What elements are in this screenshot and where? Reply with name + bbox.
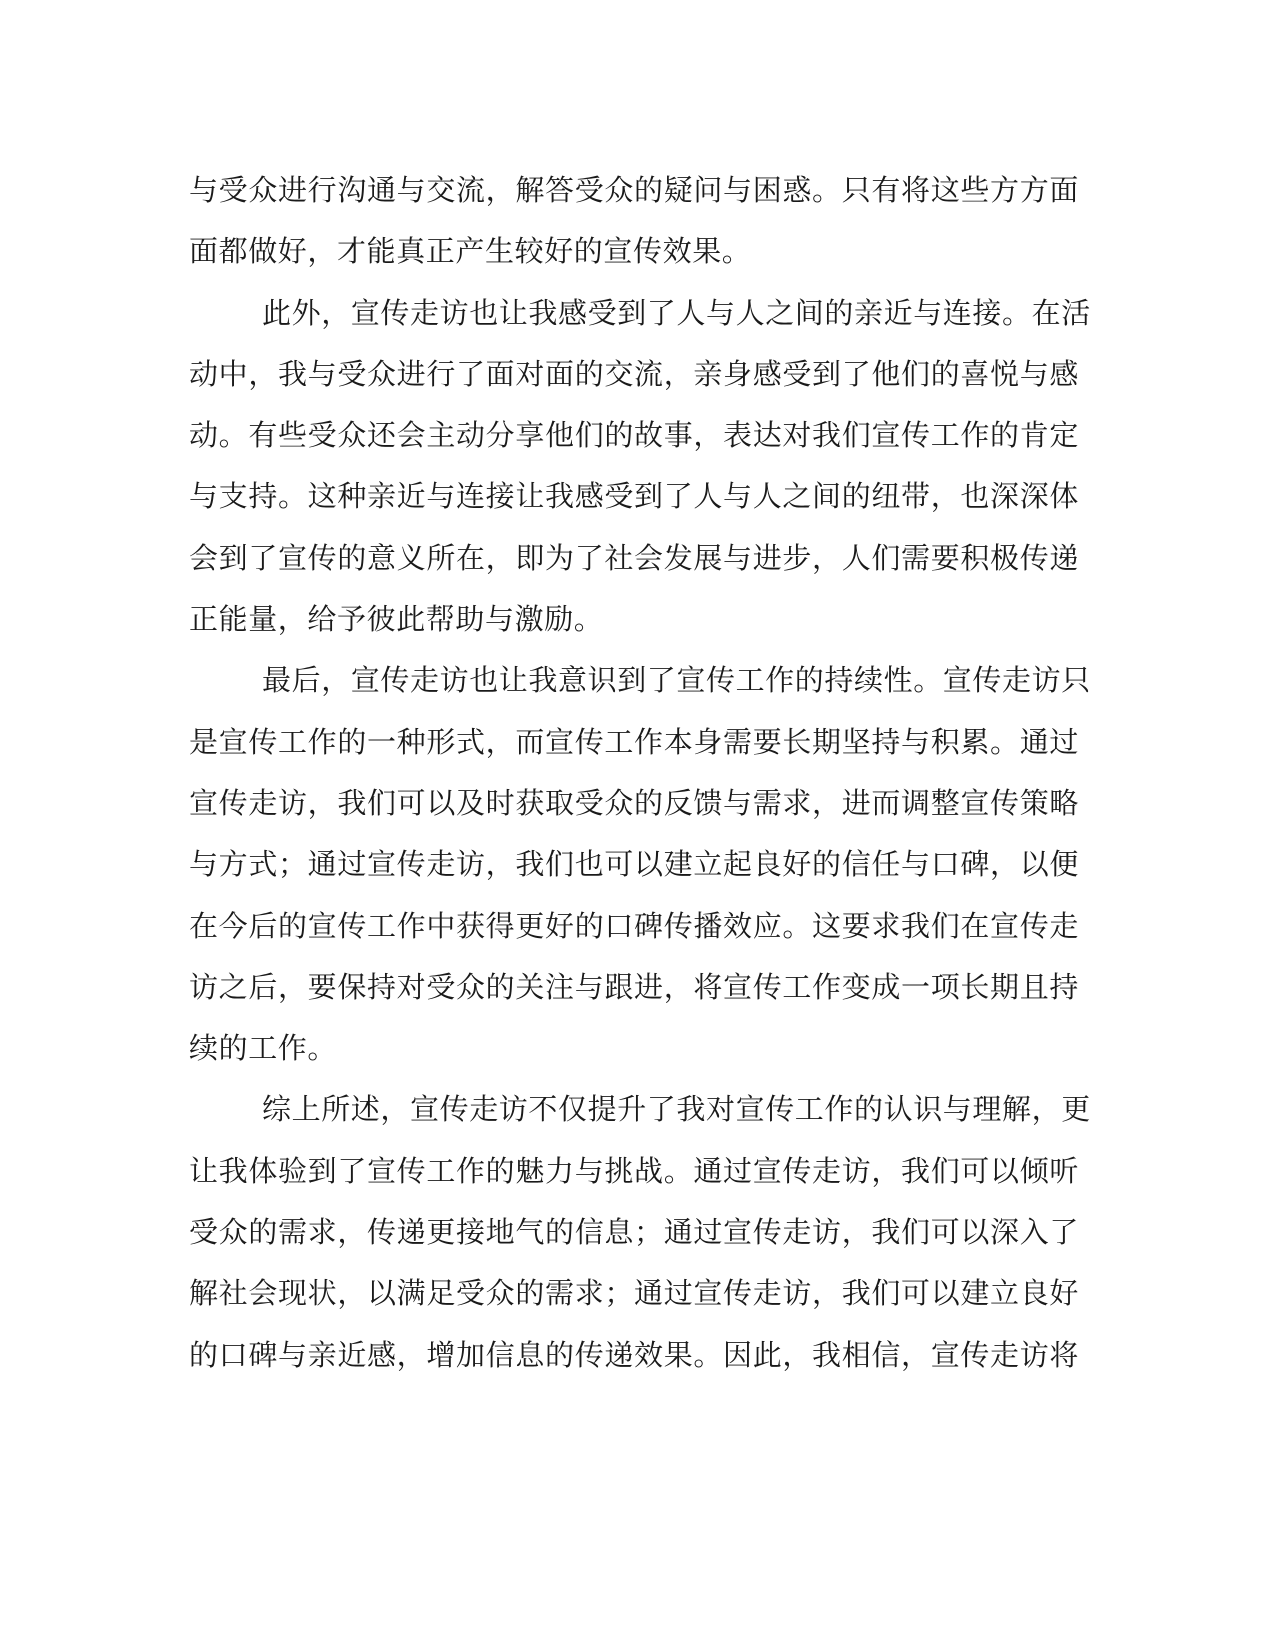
text-line: 面都做好，才能真正产生较好的宣传效果。	[189, 234, 752, 269]
text-line: 续的工作。	[189, 1031, 338, 1066]
text-line: 综上所述，宣传走访不仅提升了我对宣传工作的认识与理解，更	[262, 1092, 1091, 1127]
text-line: 受众的需求，传递更接地气的信息；通过宣传走访，我们可以深入了	[189, 1215, 1079, 1250]
text-line: 正能量，给予彼此帮助与激励。	[189, 602, 604, 637]
text-line: 动中，我与受众进行了面对面的交流，亲身感受到了他们的喜悦与感	[189, 356, 1079, 391]
text-line: 在今后的宣传工作中获得更好的口碑传播效应。这要求我们在宣传走	[189, 908, 1079, 943]
text-line: 访之后，要保持对受众的关注与跟进，将宣传工作变成一项长期且持	[189, 969, 1079, 1004]
text-line: 会到了宣传的意义所在，即为了社会发展与进步，人们需要积极传递	[189, 540, 1079, 575]
paragraph	[189, 650, 1091, 1079]
text-line: 与受众进行沟通与交流，解答受众的疑问与困惑。只有将这些方方面	[189, 173, 1079, 207]
paragraph	[189, 1079, 1091, 1385]
paragraph	[189, 283, 1091, 651]
text-line: 宣传走访，我们可以及时获取受众的反馈与需求，进而调整宣传策略	[189, 785, 1079, 820]
text-line: 动。有些受众还会主动分享他们的故事，表达对我们宣传工作的肯定	[189, 418, 1079, 453]
text-line: 与方式；通过宣传走访，我们也可以建立起良好的信任与口碑，以便	[189, 847, 1079, 882]
text-line: 的口碑与亲近感，增加信息的传递效果。因此，我相信，宣传走访将	[189, 1337, 1079, 1372]
text-line: 让我体验到了宣传工作的魅力与挑战。通过宣传走访，我们可以倾听	[189, 1153, 1079, 1188]
text-line: 最后，宣传走访也让我意识到了宣传工作的持续性。宣传走访只	[262, 663, 1091, 698]
text-line: 此外，宣传走访也让我感受到了人与人之间的亲近与连接。在活	[262, 295, 1091, 330]
text-line: 与支持。这种亲近与连接让我感受到了人与人之间的纽带，也深深体	[189, 479, 1079, 514]
text-line: 解社会现状，以满足受众的需求；通过宣传走访，我们可以建立良好	[189, 1276, 1079, 1311]
document-body	[189, 160, 1091, 1386]
text-line: 是宣传工作的一种形式，而宣传工作本身需要长期坚持与积累。通过	[189, 724, 1079, 759]
paragraph	[189, 160, 1079, 283]
